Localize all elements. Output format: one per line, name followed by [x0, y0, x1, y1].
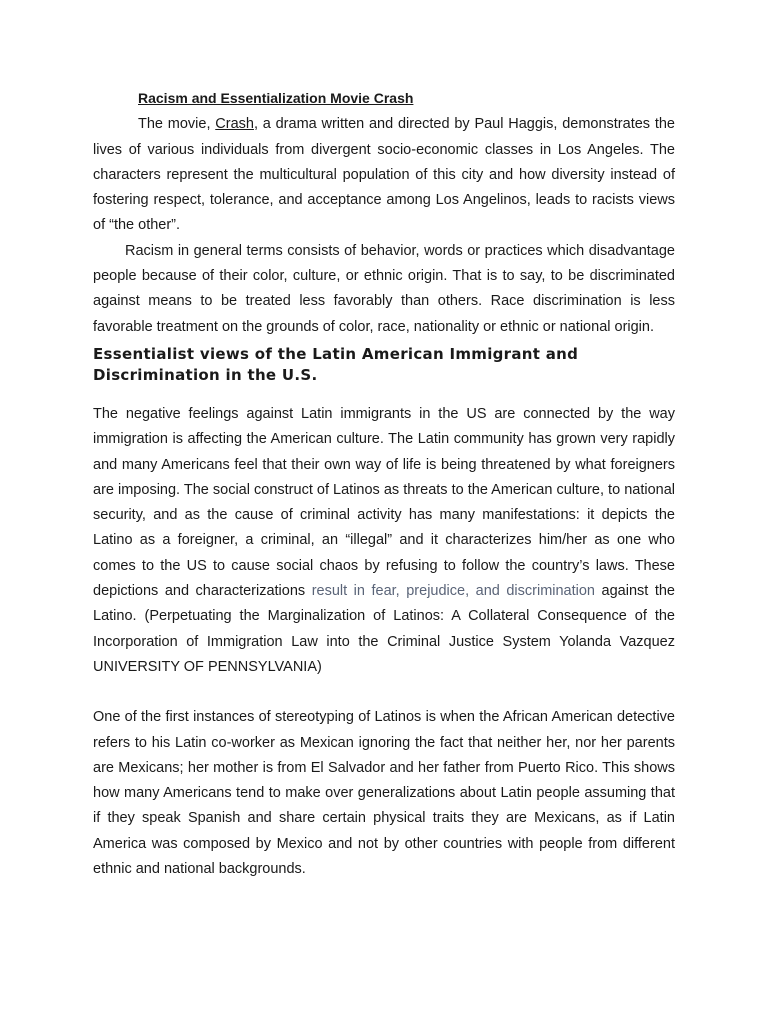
document-title	[93, 86, 675, 112]
highlighted-phrase: result in fear, prejudice, and discrimination	[311, 583, 596, 600]
paragraph-stereotyping: One of the first instances of stereotyping of Latinos is when the African American detective refers to his Latin co-worker as Mexican ignoring the fact that neither her, nor her parents are Mexicans; her mother is from El Salvador and her father from Puerto Rico. This shows how many Americans tend to make over generalizations about Latin people assuming that if they speak Spanish and share certain physical traits they are Mexicans, as if Latin America was composed by Mexico and not by other countries with people from different ethnic and national backgrounds.	[93, 709, 675, 878]
negative-feelings-text: The negative feelings against Latin immigrants in the US are connected by the way immigration is affecting the American culture. The Latin community has grown very rapidly and many Americans feel that their own way of life is being threatened by what foreigners are imposing. The social construct of Latinos as threats to the American culture, to national security, and as the cause of criminal activity has many manifestations: it depicts the Latino as a foreigner, a criminal, an “illegal” and it characterizes him/her as one who comes to the US to cause social chaos by refusing to follow the country’s laws. These depictions and characterizations	[93, 405, 675, 600]
intro-text-end: , a drama written and directed by Paul Haggis, demonstrates the lives of various individuals from divergent socio-economic classes in Los Angeles. The characters represent the multicultural population of this city and how diversity instead of fostering respect, tolerance, and acceptance among Los Angelinos, leads to racists views of “the other”.	[93, 116, 675, 234]
title-text: Racism and Essentialization Movie Crash	[138, 90, 414, 106]
paragraph-negative-feelings	[93, 402, 675, 680]
citation-text: against the Latino. (Perpetuating the Marginalization of Latinos: A Collateral Consequence of the Incorporation of Immigration Law into the Criminal Justice System Yolanda Vazquez UNIVERSITY OF PENNSYLVANIA)	[93, 583, 675, 675]
paragraph-intro	[93, 112, 675, 238]
document-body	[93, 86, 675, 882]
intro-text-start: The movie,	[138, 116, 216, 133]
paragraph-racism-definition: Racism in general terms consists of behavior, words or practices which disadvantage people because of their color, culture, or ethnic origin. That is to say, to be discriminated against means to be treated less favorably than others. Race discrimination is less favorable treatment on the grounds of color, race, nationality or ethnic or national origin.	[93, 242, 675, 335]
movie-title-crash: Crash	[215, 116, 254, 133]
section-heading: Essentialist views of the Latin American Immigrant and Discrimination in the U.S.	[93, 344, 579, 384]
